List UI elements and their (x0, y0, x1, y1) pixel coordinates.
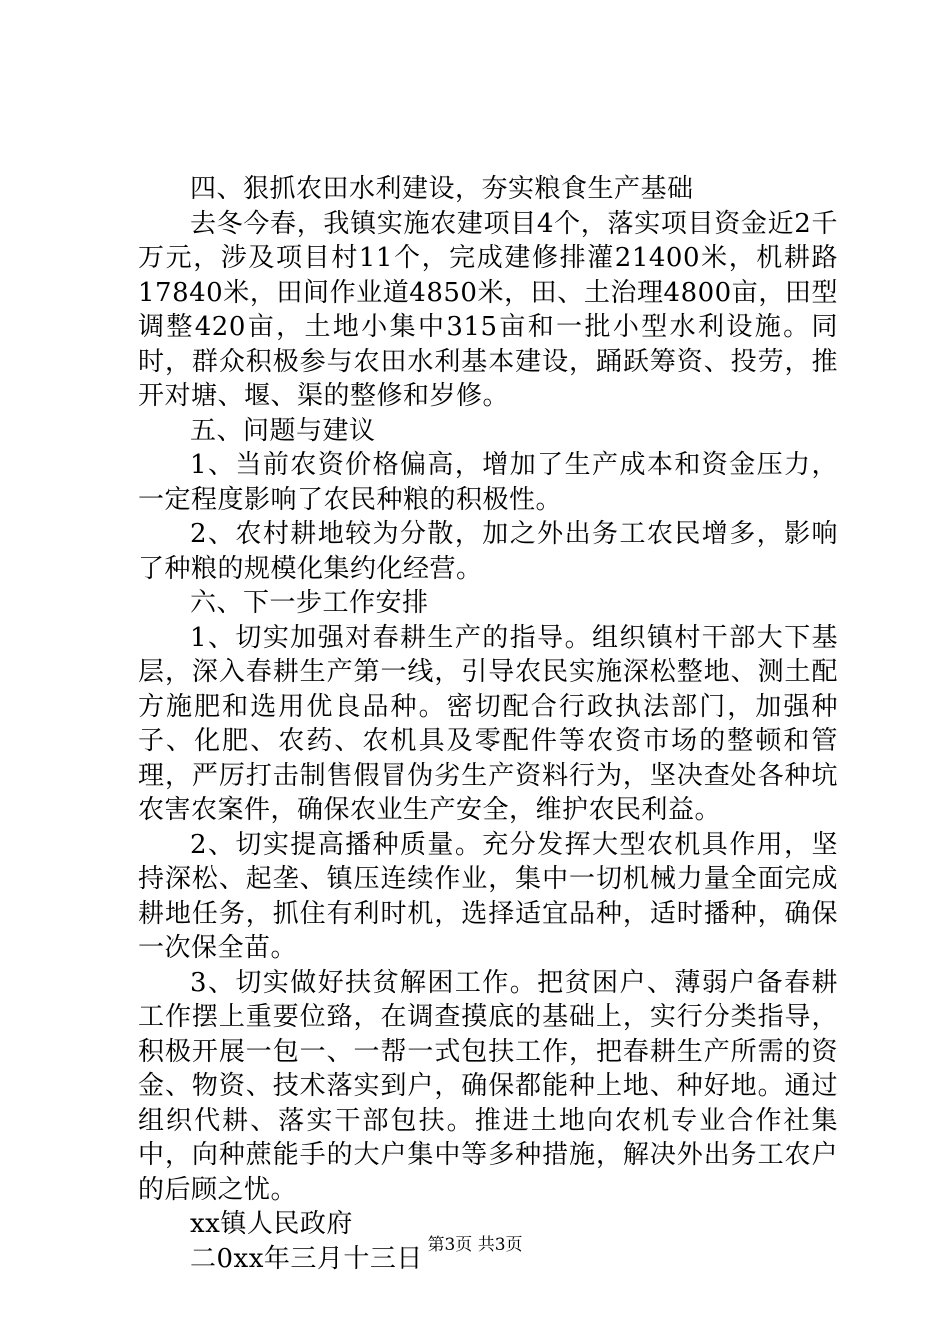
section-heading-5: 五、问题与建议 (190, 415, 376, 446)
signature-date: 二0xx年三月十三日 (190, 1243, 423, 1274)
section-heading-4: 四、狠抓农田水利建设，夯实粮食生产基础 (190, 174, 694, 204)
document-body (138, 172, 838, 1276)
paragraph-irrigation: 去冬今春，我镇实施农建项目4个，落实项目资金近2千万元，涉及项目村11个，完成建修排灌21400米，机耕路17840米，田间作业道4850米，田、土治理4800亩，田型调整420亩，土地小集中315亩和一批小型水利设施。同时，群众积极参与农田水利基本建设，踊跃筹资、投劳，推开对塘、堰、渠的整修和岁修。 (138, 208, 838, 411)
section-heading-6: 六、下一步工作安排 (190, 588, 429, 618)
paragraph-issue-2: 2、农村耕地较为分散，加之外出务工农民增多，影响了种粮的规模化集约化经营。 (138, 519, 838, 584)
signature-organization: xx镇人民政府 (190, 1209, 353, 1239)
page-footer: 第3页 共3页 (427, 1235, 523, 1255)
paragraph-plan-2: 2、切实提高播种质量。充分发挥大型农机具作用，坚持深松、起垄、镇压连续作业，集中一切机械力量全面完成耕地任务，抓住有利时机，选择适宜品种，适时播种，确保一次保全苗。 (138, 829, 838, 963)
paragraph-issue-1: 1、当前农资价格偏高，增加了生产成本和资金压力，一定程度影响了农民种粮的积极性。 (138, 450, 838, 515)
paragraph-plan-1: 1、切实加强对春耕生产的指导。组织镇村干部大下基层，深入春耕生产第一线，引导农民实施深松整地、测土配方施肥和选用优良品种。密切配合行政执法部门，加强种子、化肥、农药、农机具及零配件等农资市场的整顿和管理，严厉打击制售假冒伪劣生产资料行为，坚决查处各种坑农害农案件，确保农业生产安全，维护农民利益。 (138, 622, 838, 825)
paragraph-plan-3: 3、切实做好扶贫解困工作。把贫困户、薄弱户备春耕工作摆上重要位臵，在调查摸底的基础上，实行分类指导，积极开展一包一、一帮一式包扶工作，把春耕生产所需的资金、物资、技术落实到户，确保都能种上地、种好地。通过组织代耕、落实干部包扶。推进土地向农机专业合作社集中，向种蔗能手的大户集中等多种措施，解决外出务工农户的后顾之忧。 (138, 967, 838, 1205)
